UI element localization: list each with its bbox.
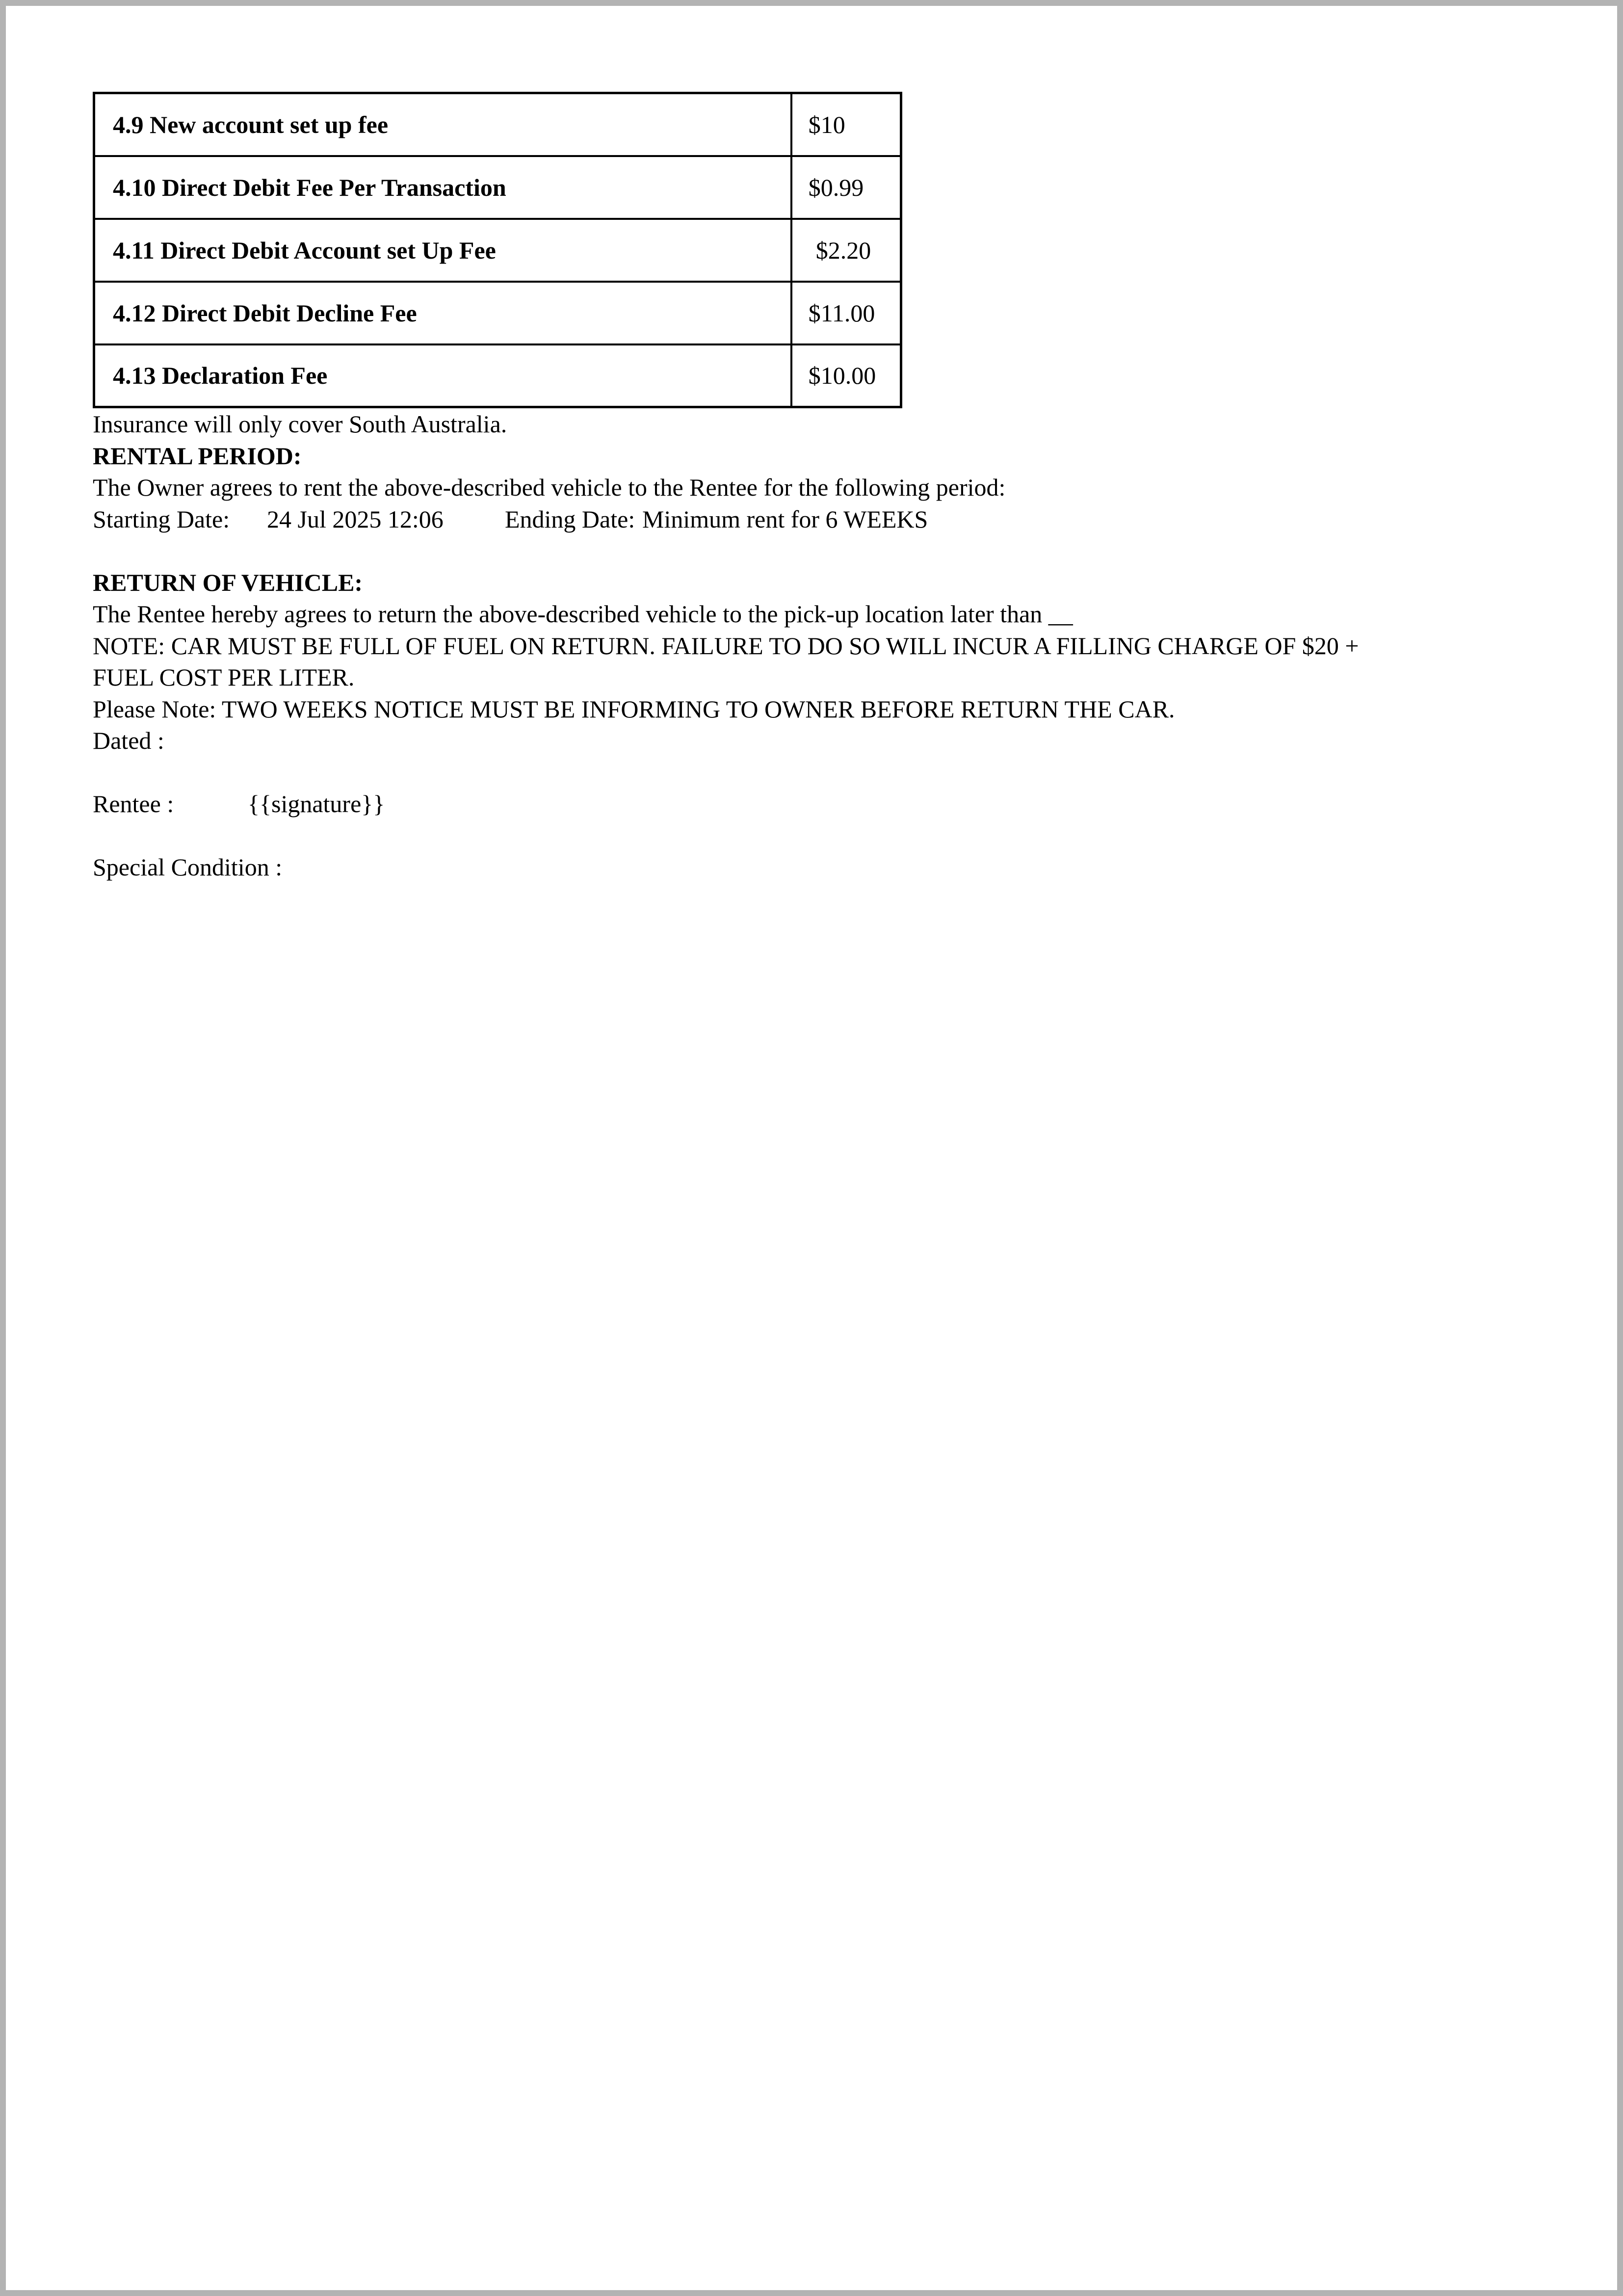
spacer [93, 535, 1516, 567]
fee-amount: $2.20 [791, 219, 901, 282]
rental-dates [93, 503, 1516, 535]
spacer [93, 820, 1516, 852]
return-of-vehicle-heading: RETURN OF VEHICLE: [93, 568, 363, 596]
rental-period-heading: RENTAL PERIOD: [93, 442, 302, 470]
fee-label: 4.12 Direct Debit Decline Fee [94, 282, 791, 344]
fee-amount: $11.00 [791, 282, 901, 344]
insurance-note: Insurance will only cover South Australia. [93, 410, 507, 438]
fee-label: 4.10 Direct Debit Fee Per Transaction [94, 156, 791, 219]
return-text: The Rentee hereby agrees to return the above-described vehicle to the pick-up location later than __ [93, 600, 1073, 628]
fee-amount: $10 [791, 93, 901, 156]
document-content [93, 92, 1516, 883]
table-row [94, 219, 901, 282]
document-page [6, 6, 1617, 2290]
rentee-line [93, 788, 1516, 820]
rentee-label: Rentee : [93, 790, 174, 818]
fuel-note-line-1: NOTE: CAR MUST BE FULL OF FUEL ON RETURN. FAILURE TO DO SO WILL INCUR A FILLING CHARGE OF $20 + [93, 632, 1359, 660]
fee-amount: $10.00 [791, 344, 901, 407]
fees-table [93, 92, 902, 408]
starting-date-value: 24 Jul 2025 12:06 [267, 505, 444, 533]
ending-date-label: Ending Date: [505, 505, 635, 533]
fee-label: 4.13 Declaration Fee [94, 344, 791, 407]
special-condition-label: Special Condition : [93, 853, 283, 881]
dated-label: Dated : [93, 727, 164, 754]
starting-date-label: Starting Date: [93, 505, 230, 533]
table-row [94, 344, 901, 407]
notice-note: Please Note: TWO WEEKS NOTICE MUST BE INFORMING TO OWNER BEFORE RETURN THE CAR. [93, 695, 1175, 723]
fee-label: 4.9 New account set up fee [94, 93, 791, 156]
ending-date-value: Minimum rent for 6 WEEKS [642, 505, 928, 533]
signature-placeholder: {{signature}} [248, 790, 385, 818]
spacer [93, 757, 1516, 789]
table-row [94, 93, 901, 156]
table-row [94, 156, 901, 219]
fee-label: 4.11 Direct Debit Account set Up Fee [94, 219, 791, 282]
table-row [94, 282, 901, 344]
fee-amount: $0.99 [791, 156, 901, 219]
rental-period-text: The Owner agrees to rent the above-described vehicle to the Rentee for the following period: [93, 474, 1006, 501]
fuel-note-line-2: FUEL COST PER LITER. [93, 663, 355, 691]
